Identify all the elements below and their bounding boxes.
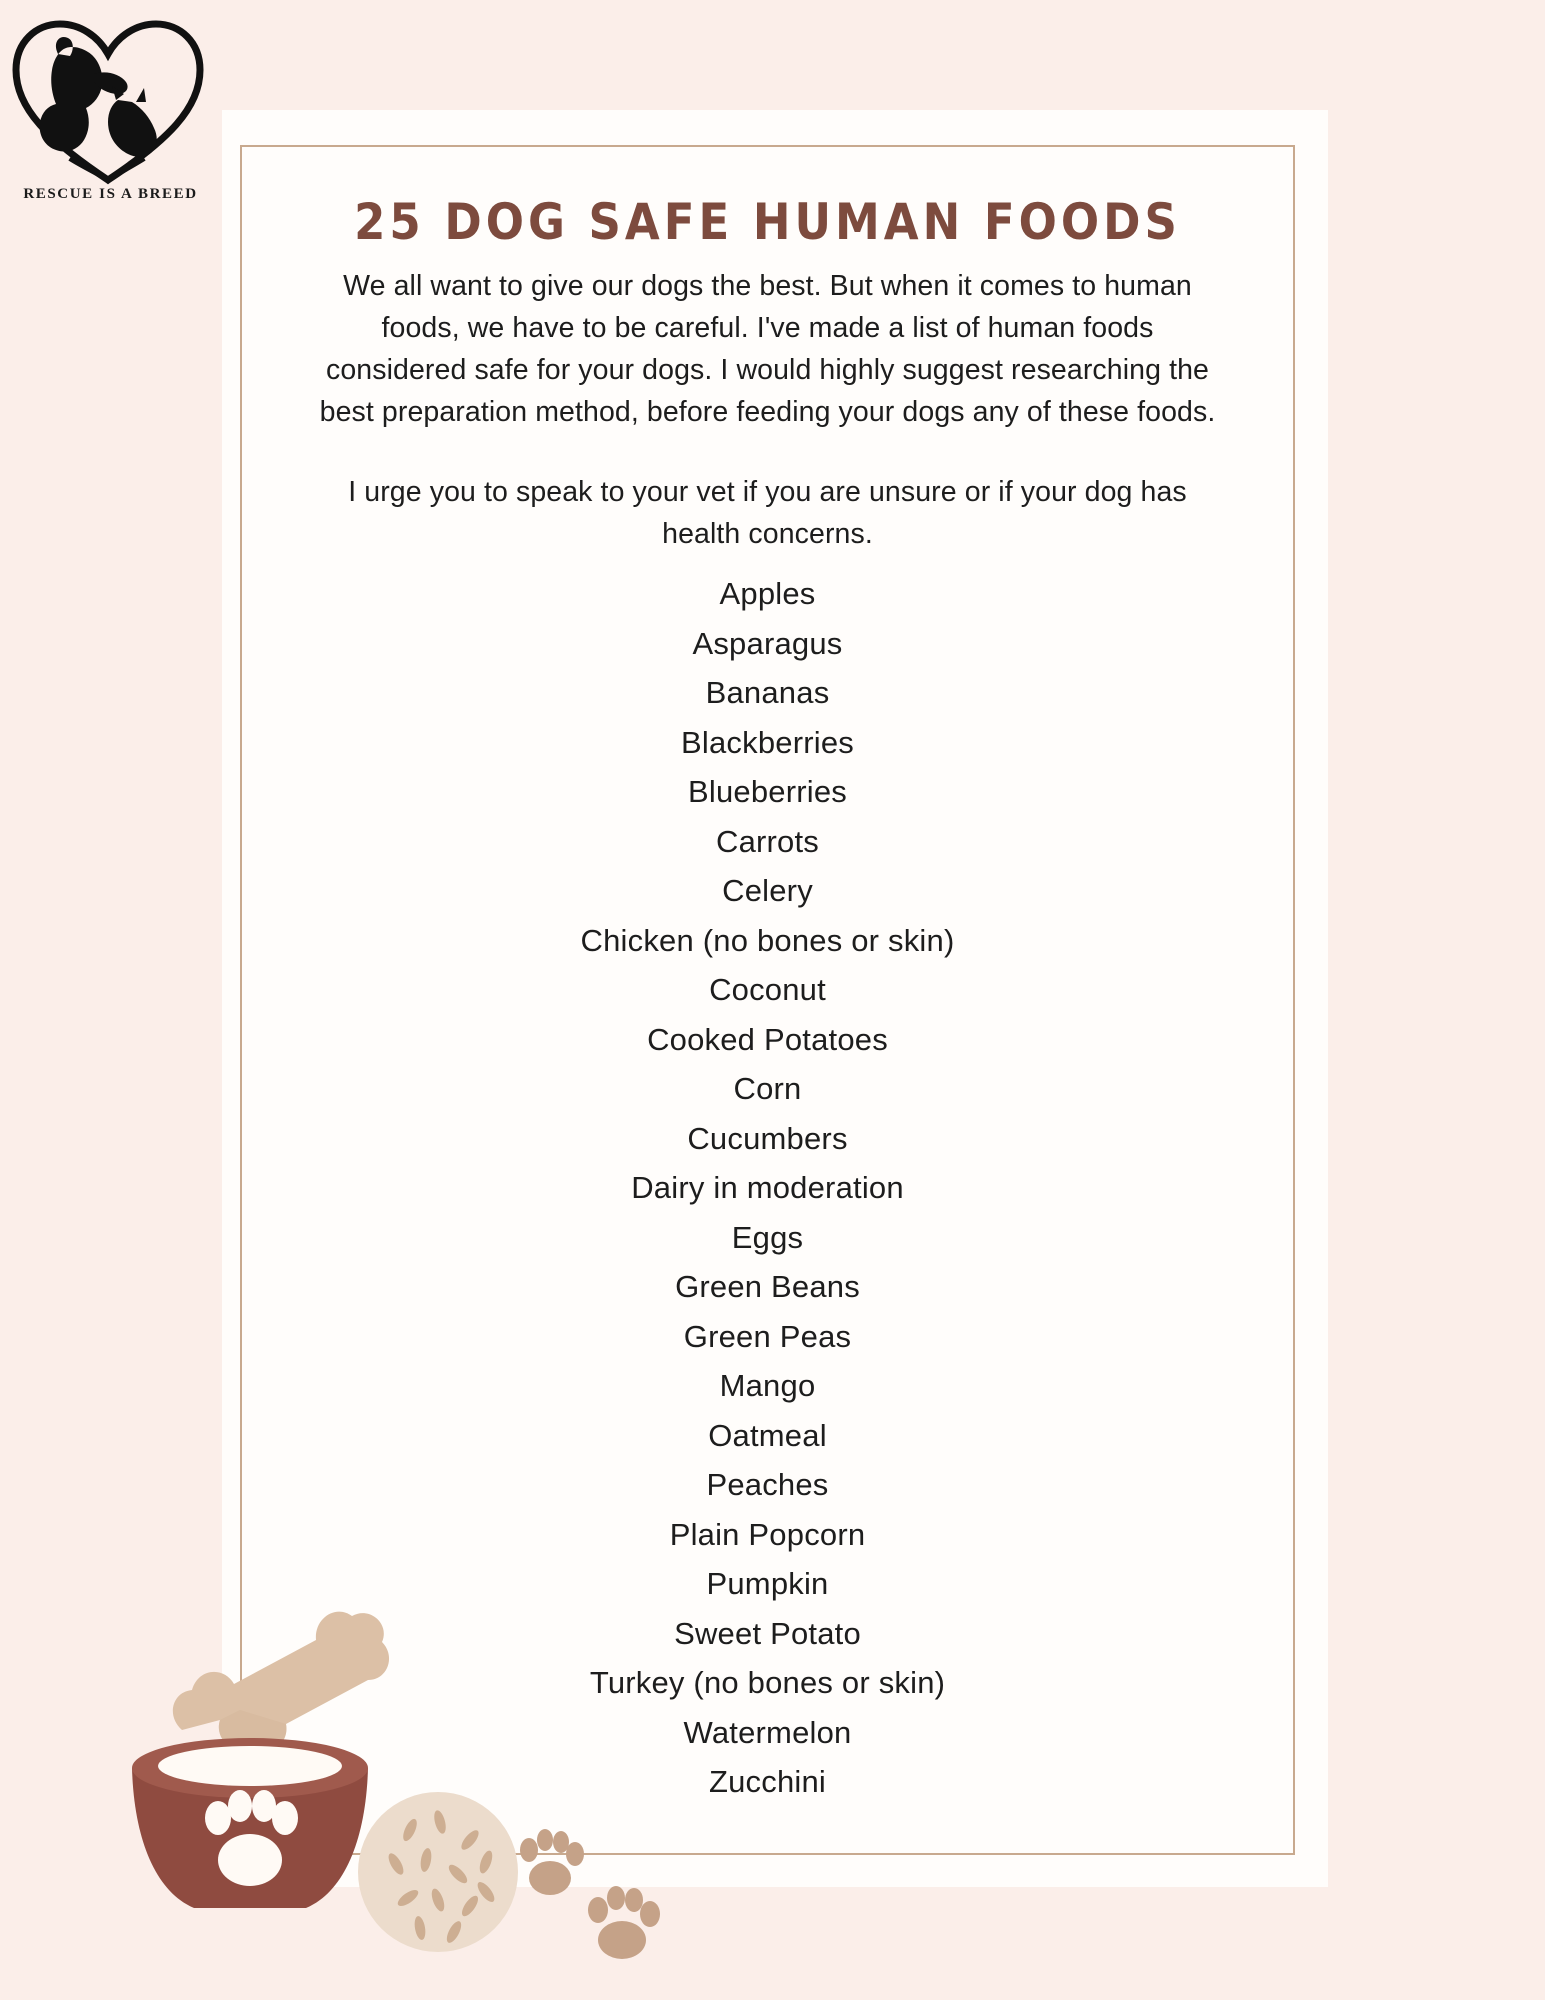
document-content: [240, 145, 1295, 1855]
logo-caption: RESCUE IS A BREED: [23, 186, 198, 202]
list-item: Corn: [733, 1071, 802, 1106]
list-item: Sweet Potato: [674, 1615, 861, 1651]
list-item: Celery: [722, 873, 813, 908]
list-item: Carrots: [715, 823, 820, 859]
list-item: Chicken (no bones or skin): [580, 922, 955, 958]
list-item: Pumpkin: [706, 1566, 829, 1601]
list-item: Green Peas: [683, 1318, 852, 1354]
list-item: Asparagus: [692, 625, 843, 661]
list-item: Turkey (no bones or skin): [589, 1665, 946, 1700]
list-item: Mango: [719, 1368, 816, 1403]
paw-print-icon: [588, 1886, 660, 1959]
list-item: Blackberries: [681, 724, 854, 760]
list-item: Cucumbers: [687, 1120, 848, 1156]
list-item: Peaches: [706, 1467, 829, 1502]
logo-heart-dog-cat-icon: [8, 8, 208, 203]
list-item: Cooked Potatoes: [647, 1021, 888, 1057]
intro-paragraph-2: I urge you to speak to your vet if you are unsure or if your dog has health concerns.: [348, 476, 1187, 550]
intro-paragraph-1: We all want to give our dogs the best. But when it comes to human foods, we have to be careful. I've made a list of human foods considered safe for your dogs. I would highly suggest researching the best preparation method, before feeding your dogs any of these foods.: [319, 270, 1216, 428]
list-item: Eggs: [731, 1219, 804, 1255]
list-item: Plain Popcorn: [669, 1516, 866, 1552]
list-item: Dairy in moderation: [631, 1170, 904, 1205]
list-item: Bananas: [705, 675, 830, 710]
list-item: Zucchini: [708, 1764, 827, 1799]
list-item: Coconut: [709, 972, 826, 1007]
logo: [8, 8, 208, 203]
list-item: Green Beans: [675, 1269, 860, 1304]
list-item: Watermelon: [683, 1714, 852, 1750]
safe-foods-list: [280, 569, 1255, 1807]
list-item: Blueberries: [687, 774, 847, 809]
list-item: Apples: [719, 576, 816, 611]
page-title: 25 DOG SAFE HUMAN FOODS: [354, 193, 1181, 251]
list-item: Oatmeal: [708, 1417, 827, 1453]
